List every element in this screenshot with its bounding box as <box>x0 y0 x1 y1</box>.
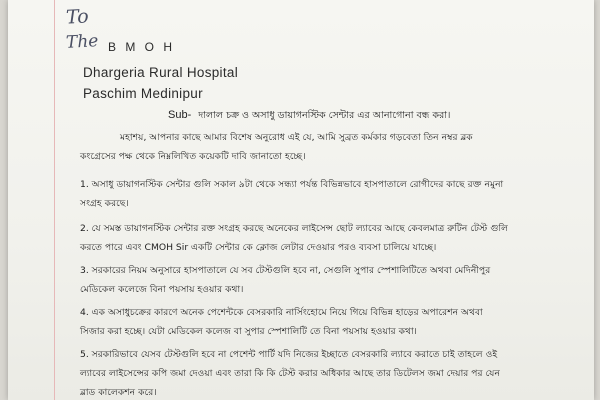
salutation-line-1: মহাশয়, আপনার কাছে আমার বিশেষ অনুরোধ এই যে, আমি সুব্রত কর্মকার গড়বেতা তিন নম্বর ব্লক <box>120 132 473 143</box>
recipient-hospital: Dhargeria Rural Hospital <box>83 65 239 80</box>
subject-line <box>168 109 450 124</box>
margin-line <box>54 0 55 400</box>
point-4-line-2: সিজার করা হচ্ছে। যেটা মেডিকেল কলেজ বা সুপার স্পেশালিটি তে বিনা পয়সায় হওয়ার কথা। <box>80 326 417 337</box>
point-4 <box>80 303 580 341</box>
salutation-line-2: কংগ্রেসের পক্ষ থেকে নিম্নলিখিত কয়েকটি দাবি জানাতো হচ্ছে। <box>80 151 306 162</box>
point-5 <box>80 345 580 400</box>
letter-paper <box>8 0 594 400</box>
point-2-line-2: করতে পারে এবং CMOH Sir একটি সেন্টার কে ক্লোজ লেটার দেওয়ার পরও ব্যবসা চালিয়ে যাচ্ছে। <box>80 242 437 253</box>
point-3 <box>80 261 580 299</box>
point-1-line-2: সংগ্রহ করছে। <box>80 198 129 209</box>
point-5-line-2: ল্যাবের লাইসেন্সের কপি জমা দেওয়া এবং তারা কি কি টেস্ট করার অধিকার আছে তার ডিটেলস জমা দেয়ার পর যেন <box>80 368 500 379</box>
point-3-line-1: 3. সরকারের নিয়ম অনুসারে হাসপাতালে যে সব টেস্টগুলি হবে না, সেগুলি সুপার স্পেশালিটিতে অথবা মেদিনীপুর <box>80 265 491 276</box>
recipient-title: B M O H <box>108 40 176 54</box>
subject-text: দালাল চক্র ও অসাধু ডায়াগনস্টিক সেন্টার এর আনাগোনা বন্ধ করা। <box>198 110 451 121</box>
point-5-line-1: 5. সরকারিভাবে যেসব টেস্টগুলি হবে না পেশেন্ট পার্টি যদি নিজের ইচ্ছাতে বেসরকারি ল্যাবে করাতে চাই তাহলে ওই <box>80 349 498 360</box>
salutation-paragraph <box>80 128 580 166</box>
point-4-line-1: 4. এক অসাধুচক্রের কারণে অনেক পেশেন্টকে বেসরকারি নার্সিংহোমে নিয়ে গিয়ে বিভিন্ন হাড়ের অপারেশন অথবা <box>80 307 483 318</box>
point-1 <box>80 175 580 213</box>
point-1-line-1: 1. অসাধু ডায়াগনস্টিক সেন্টার গুলি সকাল ৯টা থেকে সন্ধ্যা পর্যন্ত বিভিন্নভাবে হাসপাতালে রোগীদের কাছে রক্ত নমুনা <box>80 179 504 190</box>
point-3-line-2: মেডিকেল কলেজে বিনা পয়সায় হওয়ার কথা। <box>80 284 244 295</box>
point-2-line-1: 2. যে সমস্ত ডায়াগনস্টিক সেন্টার রক্ত সংগ্রহ করছে অনেকের লাইসেন্স ছোট ল্যাবের আছে কেবলমাত্র রুটিন টেস্ট গুলি <box>80 223 508 234</box>
point-2 <box>80 219 580 257</box>
recipient-district: Paschim Medinipur <box>83 86 203 101</box>
handwritten-to: To <box>65 5 90 29</box>
subject-label: Sub- <box>168 109 192 121</box>
point-5-line-3: ব্লাড কালেকশন করে। <box>80 387 157 398</box>
handwritten-the: The <box>65 31 99 53</box>
